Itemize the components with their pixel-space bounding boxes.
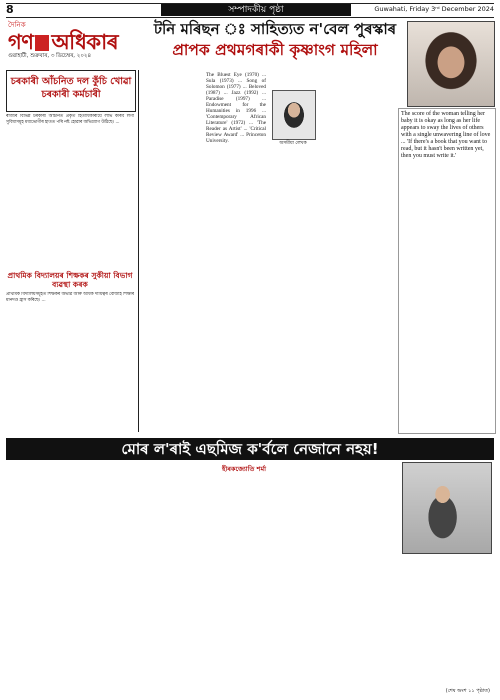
right-quote-box: [398, 108, 496, 434]
opinion-title: চৰকাৰী আঁচনিত দল কুঁচি খোৱা চৰকাৰী কৰ্মচাৰী: [10, 76, 132, 100]
logo-mark-icon: [35, 35, 49, 51]
lead-headline-line2: প্ৰাপক প্ৰথমগৰাকী কৃষ্ণাংগ মহিলা: [172, 41, 378, 59]
masthead-name-right: অধিকাৰ: [51, 30, 119, 54]
lead-col-1: [144, 72, 202, 432]
portrait-photo: [407, 21, 495, 107]
lead-headline: [145, 20, 405, 68]
masthead-logo: [8, 31, 138, 53]
second-banner: মোৰ ল'ৰাই এছমিজ ক'ৰ্বলে নেজানে নহয়!: [6, 438, 494, 460]
author-photo: [272, 90, 316, 140]
author-caption: অসমীয়া লেখক: [279, 141, 307, 146]
dateline: Guwahati, Friday 3ʳᵈ December 2024: [374, 5, 494, 13]
right-quote: The score of the woman telling her baby it is okay as long as her life appears to sway the lives of others with a single unwavering line of love ... 'If there's a book that you want to read, but it hasn't been written yet, then you must write it.': [401, 111, 491, 159]
section-label: সম্পাদকীয় পৃষ্ঠা: [161, 4, 351, 16]
page-number: 8: [6, 3, 14, 16]
continuation-note: (শেষ অংশ ১১ পৃষ্ঠাত): [445, 688, 490, 694]
second-col-1: [6, 462, 134, 690]
second-author: হীৰকজ্যোতি শৰ্মা: [221, 465, 267, 473]
top-bar: [6, 3, 494, 18]
cartoon-photo: [402, 462, 492, 554]
second-col-4: [346, 476, 396, 690]
masthead: [8, 19, 138, 63]
opinion-body: ৰাজ্যৰ বিভিন্ন চৰকাৰী আঁচনিত প্ৰকৃত হিতাধিকাৰীয়ে লাভ কৰিব লগা সুবিধাসমূহ মধ্যভোগীৰ হাতত পৰি নষ্ট হোৱাৰ অভিযোগ উঠিছে। ...: [6, 114, 134, 125]
opinion-title-box: [6, 70, 136, 112]
second-col-3: [242, 476, 342, 690]
second-col-5: [402, 556, 490, 684]
column-rule: [138, 70, 139, 432]
masthead-info: গুৱাহাটী, শুক্ৰবাৰ, ৩ ডিচেম্বৰ, ২০২৪: [8, 53, 92, 59]
masthead-kicker: দৈনিক: [8, 21, 26, 29]
second-col-2: [138, 476, 238, 690]
opinion2-title: প্ৰাথমিক বিদ্যালয়ৰ শিক্ষকৰ সুকীয়া বিভাগ ব্যৱস্থা কৰক: [7, 271, 133, 289]
lead-col-3: [320, 72, 392, 432]
masthead-name-left: গণ: [8, 30, 34, 54]
lead-english-block: The Bluest Eye (1970) ... Sula (1973) ... Song of Solomon (1977) ... Beloved (1987) ... Jazz (1992) ... Paradise (1997) ... Endowment for the Humanities in 1996 ... 'Contemporary African Literature' (1972) ... 'The Reader as Artist' ... 'Critical Review Award' ... Princeton University.: [206, 72, 266, 144]
opinion2-body: প্ৰাথমিক বিদ্যালয়সমূহত শিক্ষকৰ অভাৱ আৰু অধিক দায়িত্বৰ বোজাই শিক্ষাৰ মানদণ্ড হ্ৰাস কৰিছে। ...: [6, 292, 134, 303]
lead-headline-line1: টনি মৰিছন ঃ সাহিত্যত ন'বেল পুৰস্কাৰ: [153, 20, 397, 38]
